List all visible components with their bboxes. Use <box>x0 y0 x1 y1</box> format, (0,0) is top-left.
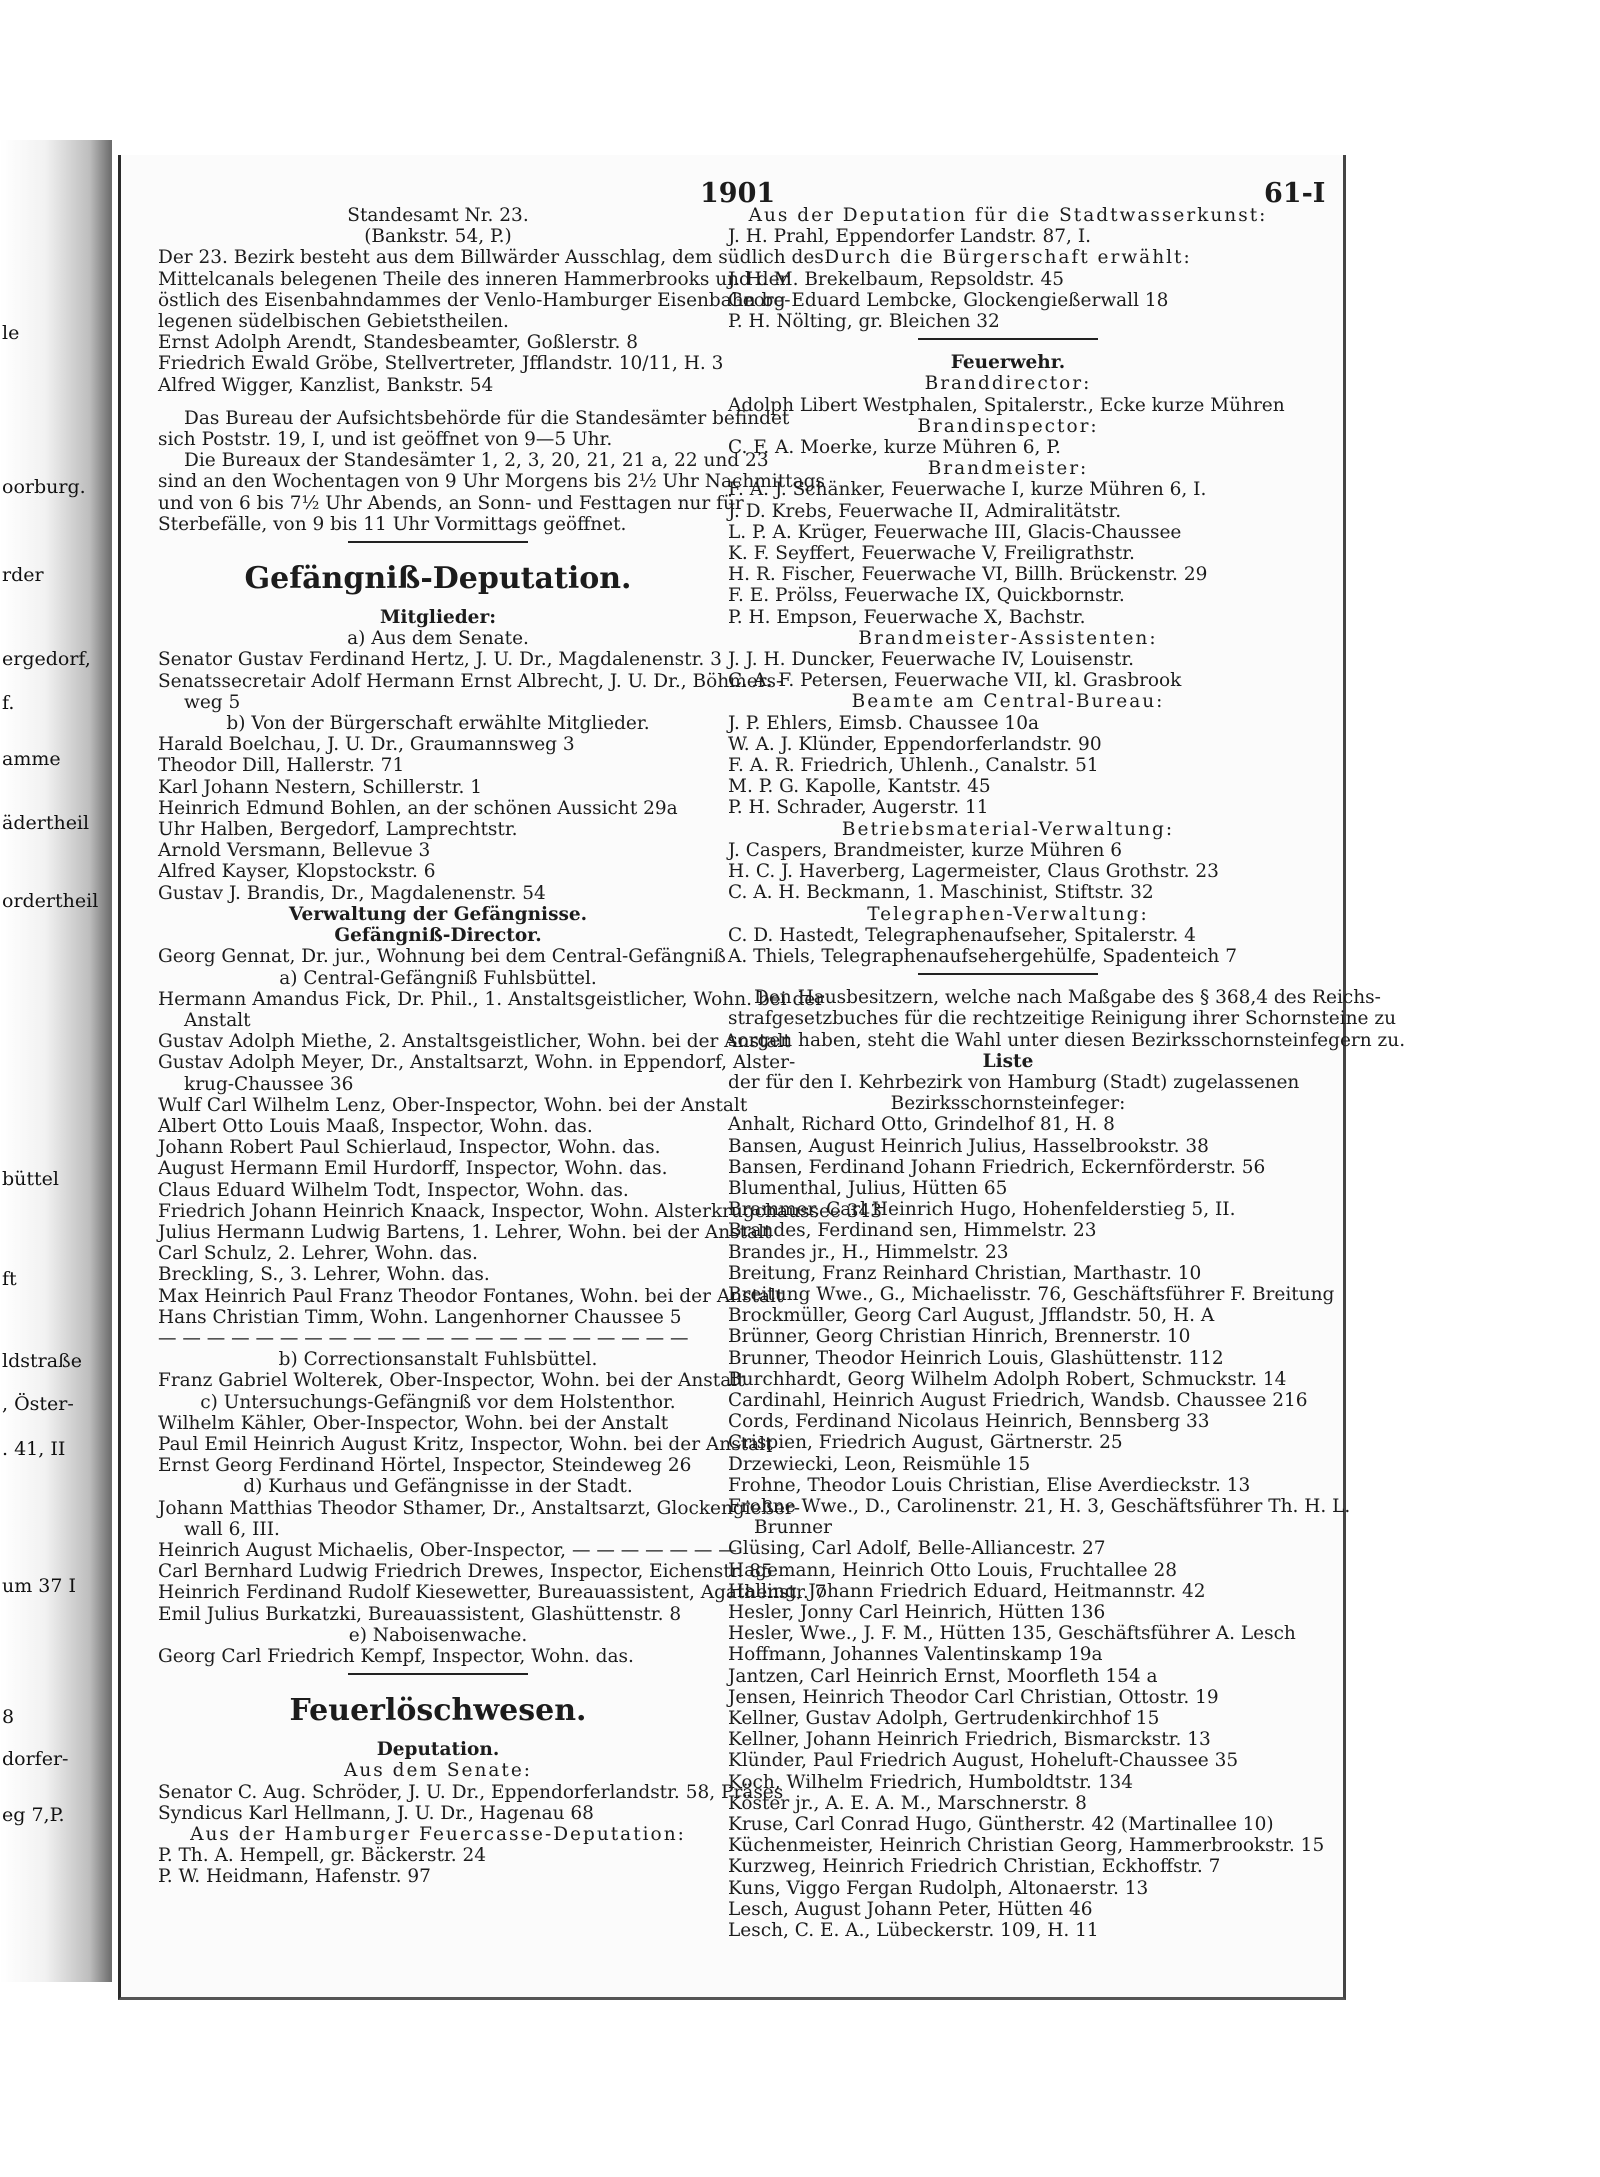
text-line: Brockmüller, Georg Carl August, Jfflandstr. 50, H. A <box>728 1305 1215 1327</box>
text-line: Brammer, Carl Heinrich Hugo, Hohenfelderstieg 5, II. <box>728 1199 1236 1221</box>
centered-caption: Beamte am Central-Bureau: <box>851 691 1165 713</box>
text-line: Köster jr., A. E. A. M., Marschnerstr. 8 <box>728 1792 1087 1814</box>
text-line: Kurzweg, Heinrich Friedrich Christian, Eckhoffstr. 7 <box>728 1856 1221 1878</box>
text-line: Albert Otto Louis Maaß, Inspector, Wohn. das. <box>158 1115 593 1137</box>
text-line: Max Heinrich Paul Franz Theodor Fontanes, Wohn. bei der Anstalt <box>158 1285 784 1307</box>
page-number: 61-I <box>1264 178 1326 209</box>
edge-fragment: dorfer- <box>2 1748 69 1770</box>
text-line: Johann Robert Paul Schierlaud, Inspector, Wohn. das. <box>158 1137 661 1159</box>
text-line: J. D. Krebs, Feuerwache II, Admiralitätstr. <box>728 500 1122 522</box>
text-line: wall 6, III. <box>184 1518 280 1540</box>
text-line: Bansen, Ferdinand Johann Friedrich, Eckernförderstr. 56 <box>728 1156 1266 1178</box>
text-line: Blumenthal, Julius, Hütten 65 <box>728 1177 1008 1199</box>
text-line: Emil Julius Burkatzki, Bureauassistent, Glashüttenstr. 8 <box>158 1603 682 1625</box>
text-line: Arnold Versmann, Bellevue 3 <box>158 840 431 862</box>
text-line: Wulf Carl Wilhelm Lenz, Ober-Inspector, Wohn. bei der Anstalt <box>158 1094 748 1116</box>
text-line: Burchhardt, Georg Wilhelm Adolph Robert, Schmuckstr. 14 <box>728 1368 1287 1390</box>
text-line: Heinrich August Michaelis, Ober-Inspector, — — — — — — — <box>158 1539 737 1561</box>
text-line: Das Bureau der Aufsichtsbehörde für die Standesämter befindet <box>184 407 790 429</box>
centered-caption: b) Von der Bürgerschaft erwählte Mitglieder. <box>226 713 650 735</box>
subsection-heading: Liste <box>982 1050 1034 1072</box>
text-line: Breitung, Franz Reinhard Christian, Marthastr. 10 <box>728 1262 1202 1284</box>
centered-caption: Aus dem Senate: <box>343 1760 533 1782</box>
text-line: Frohne, Theodor Louis Christian, Elise Averdieckstr. 13 <box>728 1474 1251 1496</box>
text-line: Lesch, C. E. A., Lübeckerstr. 109, H. 11 <box>728 1920 1099 1942</box>
text-line: F. A. J. Schänker, Feuerwache I, kurze Mühren 6, I. <box>728 479 1207 501</box>
subsection-heading: Verwaltung der Gefängnisse. <box>288 903 588 925</box>
text-line: Julius Hermann Ludwig Bartens, 1. Lehrer, Wohn. bei der Anstalt <box>158 1221 772 1243</box>
text-line: Adolph Libert Westphalen, Spitalerstr., Ecke kurze Mühren <box>728 394 1285 416</box>
text-line: Wilhelm Kähler, Ober-Inspector, Wohn. bei der Anstalt <box>158 1412 669 1434</box>
text-line: Lesch, August Johann Peter, Hütten 46 <box>728 1898 1093 1920</box>
text-line: Claus Eduard Wilhelm Todt, Inspector, Wohn. das. <box>158 1179 629 1201</box>
subsection-heading: Feuerwehr. <box>950 352 1066 374</box>
edge-fragment: ordertheil <box>2 890 99 912</box>
edge-fragment: ldstraße <box>2 1350 82 1372</box>
section-heading: Feuerlöschwesen. <box>289 1693 587 1729</box>
text-line: Die Bureaux der Standesämter 1, 2, 3, 20, 21, 21 a, 22 und 23 <box>184 450 769 472</box>
text-line: Johann Matthias Theodor Sthamer, Dr., Anstaltsarzt, Glockengießer- <box>158 1497 800 1519</box>
text-line: K. F. Seyffert, Feuerwache V, Freiligrathstr. <box>728 543 1135 565</box>
text-line: C. A. F. Petersen, Feuerwache VII, kl. Grasbrook <box>728 670 1182 692</box>
text-line: Senator C. Aug. Schröder, J. U. Dr., Eppendorferlandstr. 58, Präses <box>158 1781 784 1803</box>
text-line: Georg Eduard Lembcke, Glockengießerwall 18 <box>728 289 1169 311</box>
text-line: Hoffmann, Johannes Valentinskamp 19a <box>728 1644 1103 1666</box>
centered-caption: c) Untersuchungs-Gefängniß vor dem Holstenthor. <box>200 1391 676 1413</box>
text-line: Franz Gabriel Wolterek, Ober-Inspector, Wohn. bei der Anstalt <box>158 1370 745 1392</box>
centered-caption: e) Naboisenwache. <box>348 1624 528 1646</box>
text-line: L. P. A. Krüger, Feuerwache III, Glacis-Chaussee <box>728 521 1182 543</box>
text-line: Brünner, Georg Christian Hinrich, Brennerstr. 10 <box>728 1326 1191 1348</box>
text-line: P. Th. A. Hempell, gr. Bäckerstr. 24 <box>158 1845 487 1867</box>
edge-fragment: ädertheil <box>2 812 90 834</box>
text-line: Hesler, Jonny Carl Heinrich, Hütten 136 <box>728 1602 1106 1623</box>
text-line: — — — — — — — — — — — — — — — — — — — — — — <box>158 1327 689 1349</box>
text-line: Hagemann, Heinrich Otto Louis, Fruchtallee 28 <box>728 1559 1177 1581</box>
edge-fragment: le <box>2 322 20 344</box>
text-line: J. J. H. Duncker, Feuerwache IV, Louisenstr. <box>728 649 1135 671</box>
edge-fragment: amme <box>2 748 61 770</box>
text-line: Koch, Wilhelm Friedrich, Humboldtstr. 134 <box>728 1771 1133 1793</box>
text-line: August Hermann Emil Hurdorff, Inspector, Wohn. das. <box>158 1158 668 1180</box>
text-line: J. H. Prahl, Eppendorfer Landstr. 87, I. <box>728 226 1092 248</box>
text-line: A. Thiels, Telegraphenaufsehergehülfe, Spadenteich 7 <box>728 945 1237 967</box>
text-line: Bansen, August Heinrich Julius, Hasselbrookstr. 38 <box>728 1135 1209 1157</box>
section-divider <box>918 973 1098 975</box>
text-line: F. E. Prölss, Feuerwache IX, Quickbornstr. <box>728 585 1125 607</box>
section-divider <box>348 1673 528 1675</box>
text-line: Syndicus Karl Hellmann, J. U. Dr., Hagenau 68 <box>158 1802 594 1824</box>
text-line: H. C. J. Haverberg, Lagermeister, Claus Grothstr. 23 <box>728 861 1219 883</box>
text-line: Brandes, Ferdinand sen, Himmelstr. 23 <box>728 1220 1097 1242</box>
text-line: sind an den Wochentagen von 9 Uhr Morgens bis 2½ Uhr Nachmittags <box>158 471 825 493</box>
text-line: sich Poststr. 19, I, und ist geöffnet von 9—5 Uhr. <box>158 429 613 451</box>
section-heading: Gefängniß-Deputation. <box>244 561 632 597</box>
subsection-heading: Mitglieder: <box>379 607 497 629</box>
text-line: M. P. G. Kapolle, Kantstr. 45 <box>728 776 991 798</box>
text-line: P. W. Heidmann, Hafenstr. 97 <box>158 1866 431 1888</box>
text-line: Carl Schulz, 2. Lehrer, Wohn. das. <box>158 1243 478 1265</box>
right-text-column <box>728 205 1406 1942</box>
text-line: Brandes jr., H., Himmelstr. 23 <box>728 1241 1009 1263</box>
text-line: Ernst Georg Ferdinand Hörtel, Inspector, Steindeweg 26 <box>158 1455 692 1477</box>
centered-caption: Brandmeister: <box>927 458 1089 480</box>
text-line: C. F. A. Moerke, kurze Mühren 6, P. <box>728 437 1061 459</box>
text-line: Brunner <box>754 1517 832 1539</box>
edge-fragment: rder <box>2 564 44 586</box>
text-line: P. H. Empson, Feuerwache X, Bachstr. <box>728 606 1086 628</box>
text-line: Harald Boelchau, J. U. Dr., Graumannsweg 3 <box>158 734 575 756</box>
centered-caption: (Bankstr. 54, P.) <box>364 226 512 248</box>
text-line: Kruse, Carl Conrad Hugo, Güntherstr. 42 (Martinallee 10) <box>728 1814 1274 1836</box>
text-line: Heinrich Edmund Bohlen, an der schönen Aussicht 29a <box>158 797 678 819</box>
text-line: Drzewiecki, Leon, Reismühle 15 <box>728 1453 1031 1475</box>
text-line: Ernst Adolph Arendt, Standesbeamter, Goßlerstr. 8 <box>158 332 638 354</box>
text-line: östlich des Eisenbahndammes der Venlo-Hamburger Eisenbahn be- <box>158 289 791 311</box>
edge-fragment: büttel <box>2 1168 59 1190</box>
text-line: Küchenmeister, Heinrich Christian Georg, Hammerbrookstr. 15 <box>728 1835 1325 1857</box>
text-line: Paul Emil Heinrich August Kritz, Inspector, Wohn. bei der Anstalt <box>158 1433 773 1455</box>
text-line: Cardinahl, Heinrich August Friedrich, Wandsb. Chaussee 216 <box>728 1389 1308 1411</box>
text-line: Georg Carl Friedrich Kempf, Inspector, Wohn. das. <box>158 1646 634 1667</box>
text-line: Kuns, Viggo Fergan Rudolph, Altonaerstr. 13 <box>728 1877 1149 1899</box>
text-line: Der 23. Bezirk besteht aus dem Billwärder Ausschlag, dem südlich des <box>158 247 824 269</box>
centered-caption: Branddirector: <box>924 373 1092 395</box>
text-line: Cords, Ferdinand Nicolaus Heinrich, Bennsberg 33 <box>728 1411 1210 1433</box>
text-line: J. H. M. Brekelbaum, Repsoldstr. 45 <box>728 268 1065 290</box>
text-line: strafgesetzbuches für die rechtzeitige Reinigung ihrer Schornsteine zu <box>728 1008 1397 1030</box>
text-line: Alfred Kayser, Klopstockstr. 6 <box>158 861 436 883</box>
centered-caption: b) Correctionsanstalt Fuhlsbüttel. <box>278 1349 598 1371</box>
text-line: Brunner, Theodor Heinrich Louis, Glashüttenstr. 112 <box>728 1347 1224 1369</box>
text-line: Den Hausbesitzern, welche nach Maßgabe des § 368,4 des Reichs- <box>754 987 1381 1009</box>
text-line: J. Caspers, Brandmeister, kurze Mühren 6 <box>728 839 1123 861</box>
text-line: Jantzen, Carl Heinrich Ernst, Moorfleth 154 a <box>728 1665 1158 1687</box>
text-line: Heinrich Ferdinand Rudolf Kiesewetter, Bureauassistent, Agathenstr. 7 <box>158 1582 827 1604</box>
edge-fragment: 8 <box>2 1706 15 1728</box>
text-line: Georg Gennat, Dr. jur., Wohnung bei dem Central-Gefängniß <box>158 946 726 968</box>
text-line: Sterbefälle, von 9 bis 11 Uhr Vormittags geöffnet. <box>158 513 627 535</box>
text-line: Gustav Adolph Meyer, Dr., Anstaltsarzt, Wohn. in Eppendorf, Alster- <box>158 1052 796 1074</box>
text-line: Frohne Wwe., D., Carolinenstr. 21, H. 3, Geschäftsführer Th. H. L. <box>728 1495 1351 1517</box>
text-line: Halling, Johann Friedrich Eduard, Heitmannstr. 42 <box>728 1580 1206 1602</box>
text-line: sorgen haben, steht die Wahl unter diesen Bezirksschornsteinfegern zu. <box>728 1029 1406 1051</box>
edge-fragment: ergedorf, <box>2 648 91 670</box>
text-line: Anhalt, Richard Otto, Grindelhof 81, H. 8 <box>728 1114 1115 1136</box>
centered-caption: Telegraphen-Verwaltung: <box>867 903 1149 925</box>
text-line: F. A. R. Friedrich, Uhlenh., Canalstr. 51 <box>728 755 1099 777</box>
text-line: C. D. Hastedt, Telegraphenaufseher, Spitalerstr. 4 <box>728 924 1196 946</box>
section-divider <box>918 338 1098 340</box>
text-line: Anstalt <box>184 1009 251 1031</box>
edge-fragment: , Öster- <box>2 1393 74 1415</box>
edge-fragment: eg 7,P. <box>2 1804 65 1826</box>
text-line: krug-Chaussee 36 <box>184 1073 354 1095</box>
text-line: Breckling, S., 3. Lehrer, Wohn. das. <box>158 1264 490 1286</box>
text-line: legenen südelbischen Gebietstheilen. <box>158 311 509 333</box>
text-line: Klünder, Paul Friedrich August, Hoheluft-Chaussee 35 <box>728 1750 1239 1772</box>
page-year: 1901 <box>700 178 776 209</box>
edge-fragment: oorburg. <box>2 476 86 498</box>
text-line: J. P. Ehlers, Eimsb. Chaussee 10a <box>728 712 1039 734</box>
text-line: C. A. H. Beckmann, 1. Maschinist, Stiftstr. 32 <box>728 882 1154 904</box>
text-line: Karl Johann Nestern, Schillerstr. 1 <box>158 776 482 798</box>
text-line: weg 5 <box>184 691 241 713</box>
text-line: Uhr Halben, Bergedorf, Lamprechtstr. <box>158 819 518 841</box>
centered-caption: Bezirksschornsteinfeger: <box>890 1093 1126 1115</box>
text-line: Friedrich Ewald Gröbe, Stellvertreter, Jfflandstr. 10/11, H. 3 <box>158 353 724 375</box>
text-line: Friedrich Johann Heinrich Knaack, Inspector, Wohn. Alsterkrugchaussee 343 <box>158 1200 883 1222</box>
text-line: Mittelcanals belegenen Theile des inneren Hammerbrooks und den <box>158 268 792 290</box>
centered-caption: a) Aus dem Senate. <box>347 628 529 650</box>
subsection-heading: Deputation. <box>376 1739 500 1761</box>
centered-caption: Brandinspector: <box>917 415 1099 437</box>
centered-caption: Aus der Hamburger Feuercasse-Deputation: <box>190 1824 686 1846</box>
text-line: Glüsing, Carl Adolf, Belle-Alliancestr. 27 <box>728 1538 1106 1560</box>
text-line: P. H. Nölting, gr. Bleichen 32 <box>728 311 1000 333</box>
centered-caption: d) Kurhaus und Gefängnisse in der Stadt. <box>243 1476 633 1498</box>
edge-fragment: um 37 I <box>2 1575 77 1597</box>
edge-fragment: . 41, II <box>2 1438 66 1460</box>
subsection-heading: Gefängniß-Director. <box>334 925 542 947</box>
centered-caption: Betriebsmaterial-Verwaltung: <box>841 818 1175 840</box>
text-line: Gustav Adolph Miethe, 2. Anstaltsgeistlicher, Wohn. bei der Anstalt <box>158 1031 791 1053</box>
edge-fragment: ft <box>2 1268 17 1290</box>
text-line: Hesler, Wwe., J. F. M., Hütten 135, Geschäftsführer A. Lesch <box>728 1623 1296 1645</box>
text-line: Hermann Amandus Fick, Dr. Phil., 1. Anstaltsgeistlicher, Wohn. bei der <box>158 988 825 1010</box>
section-divider <box>348 541 528 543</box>
text-line: Kellner, Johann Heinrich Friedrich, Bismarckstr. 13 <box>728 1729 1211 1751</box>
text-line: Gustav J. Brandis, Dr., Magdalenenstr. 54 <box>158 882 546 904</box>
text-line: Senator Gustav Ferdinand Hertz, J. U. Dr., Magdalenenstr. 3 <box>158 649 722 671</box>
text-line: P. H. Schrader, Augerstr. 11 <box>728 797 989 819</box>
edge-fragment: f. <box>2 692 15 714</box>
text-line: Alfred Wigger, Kanzlist, Bankstr. 54 <box>158 374 494 396</box>
text-line: Senatssecretair Adolf Hermann Ernst Albrecht, J. U. Dr., Böhmers- <box>158 670 783 692</box>
centered-caption: Aus der Deputation für die Stadtwasserkunst: <box>748 205 1268 226</box>
text-line: Theodor Dill, Hallerstr. 71 <box>158 755 405 777</box>
centered-caption: a) Central-Gefängniß Fuhlsbüttel. <box>279 967 597 989</box>
text-line: Breitung Wwe., G., Michaelisstr. 76, Geschäftsführer F. Breitung <box>728 1283 1335 1305</box>
book-gutter-shadow <box>0 140 112 1982</box>
centered-caption: Brandmeister-Assistenten: <box>858 627 1158 649</box>
centered-caption: Durch die Bürgerschaft erwählt: <box>824 247 1192 269</box>
text-line: Carl Bernhard Ludwig Friedrich Drewes, Inspector, Eichenstr. 85 <box>158 1561 773 1583</box>
text-line: Kellner, Gustav Adolph, Gertrudenkirchhof 15 <box>728 1708 1160 1730</box>
text-line: Jensen, Heinrich Theodor Carl Christian, Ottostr. 19 <box>728 1686 1219 1708</box>
text-line: und von 6 bis 7½ Uhr Abends, an Sonn- und Festtagen nur für <box>158 492 744 514</box>
text-line: Hans Christian Timm, Wohn. Langenhorner Chaussee 5 <box>158 1306 682 1328</box>
centered-caption: der für den I. Kehrbezirk von Hamburg (Stadt) zugelassenen <box>728 1071 1300 1093</box>
text-line: W. A. J. Klünder, Eppendorferlandstr. 90 <box>728 733 1102 755</box>
spacer <box>158 396 718 408</box>
text-line: H. R. Fischer, Feuerwache VI, Billh. Brückenstr. 29 <box>728 564 1208 586</box>
centered-caption: Standesamt Nr. 23. <box>347 205 529 226</box>
text-line: Crispien, Friedrich August, Gärtnerstr. 25 <box>728 1432 1123 1454</box>
